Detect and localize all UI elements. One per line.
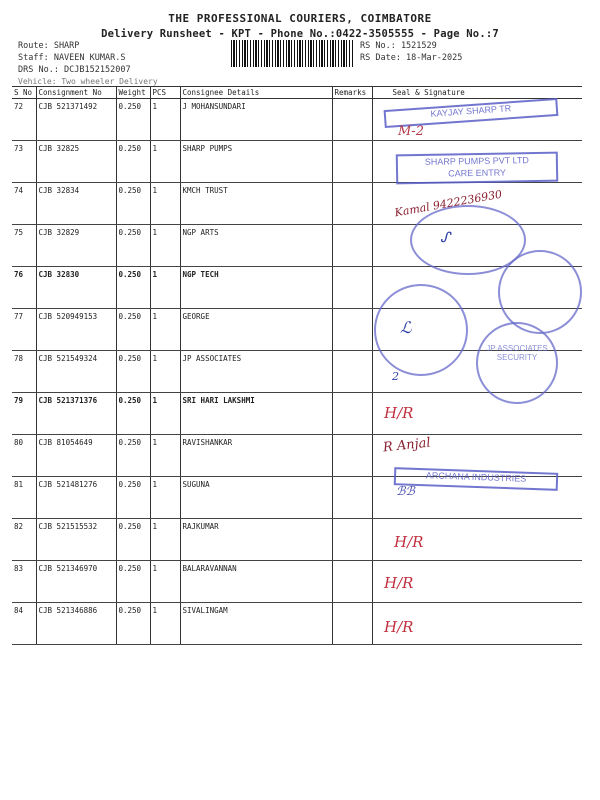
cell-consignee: SHARP PUMPS	[180, 141, 332, 183]
cell-remarks	[332, 267, 372, 309]
jp-associates-seal	[476, 322, 558, 404]
table-row	[12, 267, 582, 309]
signature-81: ℬℬ	[396, 484, 415, 498]
cell-consignment: CJB 521371376	[36, 393, 116, 435]
cell-consignment: CJB 521371492	[36, 99, 116, 141]
cell-consignment: CJB 521346886	[36, 603, 116, 645]
cell-remarks	[332, 225, 372, 267]
cell-consignee: JP ASSOCIATES	[180, 351, 332, 393]
vehicle-info: Vehicle: Two wheeler Delivery	[18, 77, 158, 86]
cell-pcs: 1	[150, 99, 180, 141]
cell-remarks	[332, 393, 372, 435]
cell-consignee: SRI HARI LAKSHMI	[180, 393, 332, 435]
cell-pcs: 1	[150, 183, 180, 225]
cell-sno: 72	[12, 99, 36, 141]
cell-weight: 0.250	[116, 561, 150, 603]
cell-consignment: CJB 32830	[36, 267, 116, 309]
cell-consignment: CJB 81054649	[36, 435, 116, 477]
cell-consignee: RAVISHANKAR	[180, 435, 332, 477]
cell-weight: 0.250	[116, 519, 150, 561]
sharp-pumps-line2: CARE ENTRY	[448, 167, 507, 179]
cell-weight: 0.250	[116, 351, 150, 393]
table-row	[12, 561, 582, 603]
george-seal	[374, 284, 468, 376]
cell-weight: 0.250	[116, 603, 150, 645]
cell-consignment: CJB 521481276	[36, 477, 116, 519]
cell-consignment: CJB 520949153	[36, 309, 116, 351]
meta-left	[18, 40, 131, 76]
table-header	[12, 87, 582, 99]
cell-pcs: 1	[150, 603, 180, 645]
cell-consignee: SUGUNA	[180, 477, 332, 519]
cell-pcs: 1	[150, 477, 180, 519]
cell-consignee: SIVALINGAM	[180, 603, 332, 645]
jp-seal-line1: JP ASSOCIATES	[486, 344, 548, 353]
cell-sno: 76	[12, 267, 36, 309]
rs-number: RS No.: 1521529	[360, 41, 437, 51]
signature-72: M-2	[398, 124, 424, 139]
cell-remarks	[332, 141, 372, 183]
cell-weight: 0.250	[116, 225, 150, 267]
cell-consignee: RAJKUMAR	[180, 519, 332, 561]
cell-weight: 0.250	[116, 393, 150, 435]
cell-sno: 75	[12, 225, 36, 267]
cell-weight: 0.250	[116, 141, 150, 183]
cell-pcs: 1	[150, 225, 180, 267]
signature-80: R Anjal	[382, 435, 432, 456]
cell-remarks	[332, 603, 372, 645]
cell-consignee: KMCH TRUST	[180, 183, 332, 225]
col-remarks: Remarks	[332, 87, 372, 99]
col-consignee: Consignee Details	[180, 87, 332, 99]
cell-sno: 82	[12, 519, 36, 561]
cell-sno: 74	[12, 183, 36, 225]
cell-consignee: NGP TECH	[180, 267, 332, 309]
cell-sno: 83	[12, 561, 36, 603]
meta-right	[360, 40, 462, 64]
drs-number: DRS No.: DCJB152152007	[18, 65, 131, 75]
signature-78: 2	[392, 370, 399, 383]
cell-sno: 73	[12, 141, 36, 183]
sharp-pumps-stamp	[396, 152, 558, 185]
signature-83: H/R	[384, 574, 414, 592]
runsheet-subtitle: Delivery Runsheet - KPT - Phone No.:0422-3505555 - Page No.:7	[101, 28, 499, 40]
signature-82: H/R	[394, 533, 424, 551]
col-pcs: PCS	[150, 87, 180, 99]
kayjay-stamp: KAYJAY SHARP TR	[384, 98, 559, 128]
cell-weight: 0.250	[116, 435, 150, 477]
cell-weight: 0.250	[116, 183, 150, 225]
sharp-pumps-line1: SHARP PUMPS PVT LTD	[424, 155, 529, 167]
cell-remarks	[332, 477, 372, 519]
cell-pcs: 1	[150, 393, 180, 435]
cell-weight: 0.250	[116, 309, 150, 351]
cell-weight: 0.250	[116, 477, 150, 519]
cell-consignment: CJB 521346970	[36, 561, 116, 603]
cell-remarks	[332, 519, 372, 561]
col-consignment: Consignment No	[36, 87, 116, 99]
cell-remarks	[332, 183, 372, 225]
cell-pcs: 1	[150, 351, 180, 393]
cell-pcs: 1	[150, 309, 180, 351]
cell-consignee: GEORGE	[180, 309, 332, 351]
staff: Staff: NAVEEN KUMAR.S	[18, 53, 126, 63]
table-row	[12, 519, 582, 561]
jp-seal-line2: SECURITY	[496, 353, 538, 362]
col-weight: Weight	[116, 87, 150, 99]
cell-sno: 84	[12, 603, 36, 645]
cell-consignment: CJB 32834	[36, 183, 116, 225]
signature-84: H/R	[384, 618, 414, 636]
archana-stamp: ARCHANA INDUSTRIES	[394, 467, 559, 491]
cell-sno: 80	[12, 435, 36, 477]
col-sno: S No	[12, 87, 36, 99]
cell-remarks	[332, 561, 372, 603]
col-signature: Seal & Signature	[372, 87, 582, 99]
cell-consignment: CJB 521515532	[36, 519, 116, 561]
cell-consignee: NGP ARTS	[180, 225, 332, 267]
cell-remarks	[332, 351, 372, 393]
cell-sno: 77	[12, 309, 36, 351]
cell-consignment: CJB 32829	[36, 225, 116, 267]
cell-pcs: 1	[150, 519, 180, 561]
cell-weight: 0.250	[116, 267, 150, 309]
signature-75: ᔑ	[440, 230, 450, 246]
barcode	[231, 40, 353, 67]
cell-consignment: CJB 521549324	[36, 351, 116, 393]
cell-pcs: 1	[150, 141, 180, 183]
cell-remarks	[332, 99, 372, 141]
rs-date: RS Date: 18-Mar-2025	[360, 53, 463, 63]
cell-pcs: 1	[150, 561, 180, 603]
cell-sno: 78	[12, 351, 36, 393]
cell-sno: 81	[12, 477, 36, 519]
cell-weight: 0.250	[116, 99, 150, 141]
cell-remarks	[332, 309, 372, 351]
company-title: THE PROFESSIONAL COURIERS, COIMBATORE	[168, 12, 432, 25]
cell-pcs: 1	[150, 435, 180, 477]
signature-74: Kamal 9422236930	[393, 187, 504, 220]
cell-remarks	[332, 435, 372, 477]
signature-79: H/R	[384, 404, 414, 422]
cell-consignment: CJB 32825	[36, 141, 116, 183]
signature-77: ℒ	[400, 318, 412, 337]
cell-sno: 79	[12, 393, 36, 435]
route: Route: SHARP	[18, 41, 80, 51]
table-row	[12, 603, 582, 645]
cell-consignee: J MOHANSUNDARI	[180, 99, 332, 141]
cell-consignee: BALARAVANNAN	[180, 561, 332, 603]
cell-pcs: 1	[150, 267, 180, 309]
